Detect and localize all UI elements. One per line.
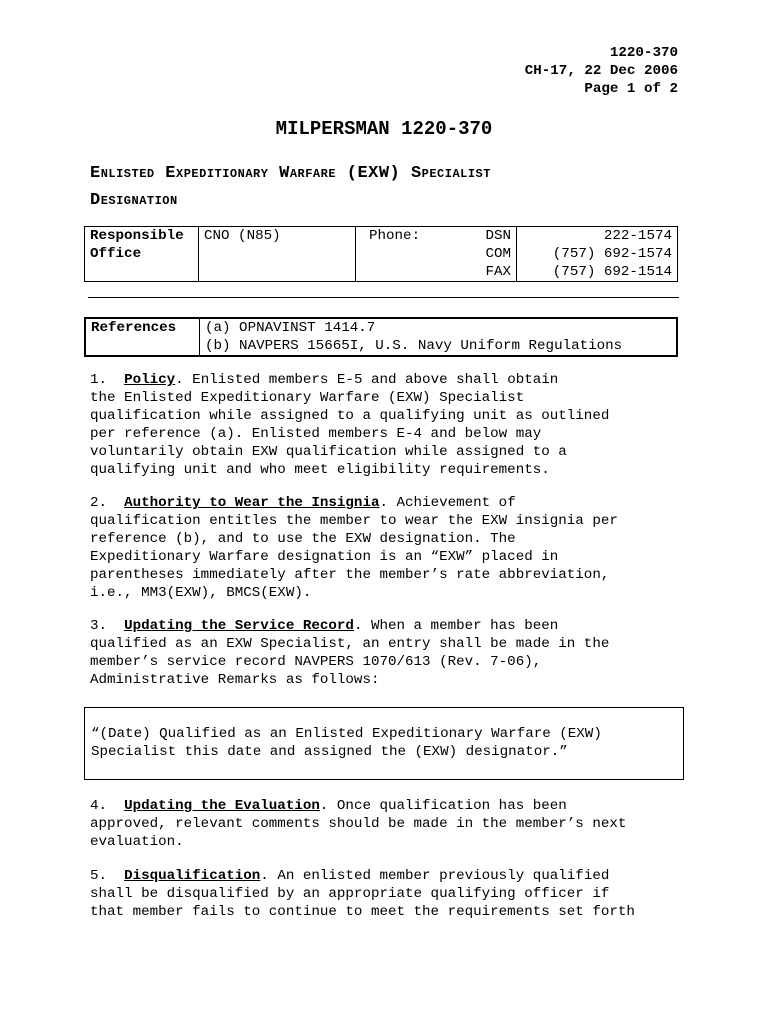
responsible-office-value: CNO (N85) bbox=[199, 227, 356, 282]
phone-number-cell bbox=[517, 227, 678, 282]
paragraph-service-record: 3. Updating the Service Record. When a member has been qualified as an EXW Specialist, an entry shall be made in the member’s service record NAVPERS 1070/613 (Rev. 7-06), Administrative Remarks as follows: bbox=[90, 618, 610, 688]
reference-item: (a) OPNAVINST 1414.7 bbox=[205, 320, 376, 336]
phone-number-fax: (757) 692-1514 bbox=[552, 264, 672, 280]
phone-type-dsn: DSN bbox=[485, 228, 511, 244]
reference-item: (b) NAVPERS 15665I, U.S. Navy Uniform Regulations bbox=[205, 338, 623, 354]
paragraph-heading: Authority to Wear the Insignia bbox=[124, 495, 380, 511]
paragraph-heading: Policy bbox=[124, 372, 176, 388]
responsible-office-table bbox=[84, 226, 678, 282]
divider-line bbox=[88, 297, 679, 298]
quote-line-2: Specialist this date and assigned the (EXW) designator.” bbox=[91, 744, 568, 760]
phone-number-dsn: 222-1574 bbox=[603, 228, 672, 244]
responsible-office-label: Responsible Office bbox=[85, 227, 199, 282]
phone-number-com: (757) 692-1574 bbox=[552, 246, 672, 262]
doc-number: 1220-370 bbox=[609, 45, 678, 61]
change-date: CH-17, 22 Dec 2006 bbox=[524, 63, 678, 79]
references-label: References bbox=[85, 318, 200, 356]
paragraph-disqualification: 5. Disqualification. An enlisted member previously qualified shall be disqualified by an appropriate qualifying officer if that member fails to continue to meet the requirements set forth bbox=[90, 868, 635, 920]
paragraph-heading: Disqualification bbox=[124, 868, 261, 884]
phone-label: Phone: bbox=[369, 228, 421, 244]
document-title bbox=[90, 160, 690, 214]
phone-type-fax: FAX bbox=[485, 264, 511, 280]
service-record-entry-box bbox=[84, 707, 684, 780]
page-number: Page 1 of 2 bbox=[584, 81, 678, 97]
paragraph-evaluation: 4. Updating the Evaluation. Once qualification has been approved, relevant comments should be made in the member’s next evaluation. bbox=[90, 798, 627, 850]
phone-type-com: COM bbox=[485, 246, 511, 262]
references-table bbox=[84, 317, 678, 357]
document-header bbox=[525, 44, 678, 98]
main-title: MILPERSMAN 1220-370 bbox=[275, 118, 493, 140]
document-title-line-2: Designation bbox=[90, 191, 178, 210]
paragraph-policy: 1. Policy. Enlisted members E-5 and above shall obtain the Enlisted Expeditionary Warfare (EXW) Specialist qualification while assigned to a qualifying unit as outlined per reference (a). Enlisted members E-4 and below may voluntarily obtain EXW qualification while assigned to a qualifying unit and who meet eligibility requirements. bbox=[90, 372, 610, 478]
paragraph-authority: 2. Authority to Wear the Insignia. Achievement of qualification entitles the member to wear the EXW insignia per reference (b), and to use the EXW designation. The Expeditionary Warfare designation is an “EXW” placed in parentheses immediately after the member’s rate abbreviation, i.e., MM3(EXW), BMCS(EXW). bbox=[90, 495, 618, 601]
references-list bbox=[200, 318, 678, 356]
document-title-line-1: Enlisted Expeditionary Warfare (EXW) Specialist bbox=[90, 164, 491, 183]
paragraph-heading: Updating the Evaluation bbox=[124, 798, 320, 814]
paragraph-heading: Updating the Service Record bbox=[124, 618, 354, 634]
phone-cell bbox=[356, 227, 517, 282]
quote-line-1: “(Date) Qualified as an Enlisted Expeditionary Warfare (EXW) bbox=[91, 726, 602, 742]
